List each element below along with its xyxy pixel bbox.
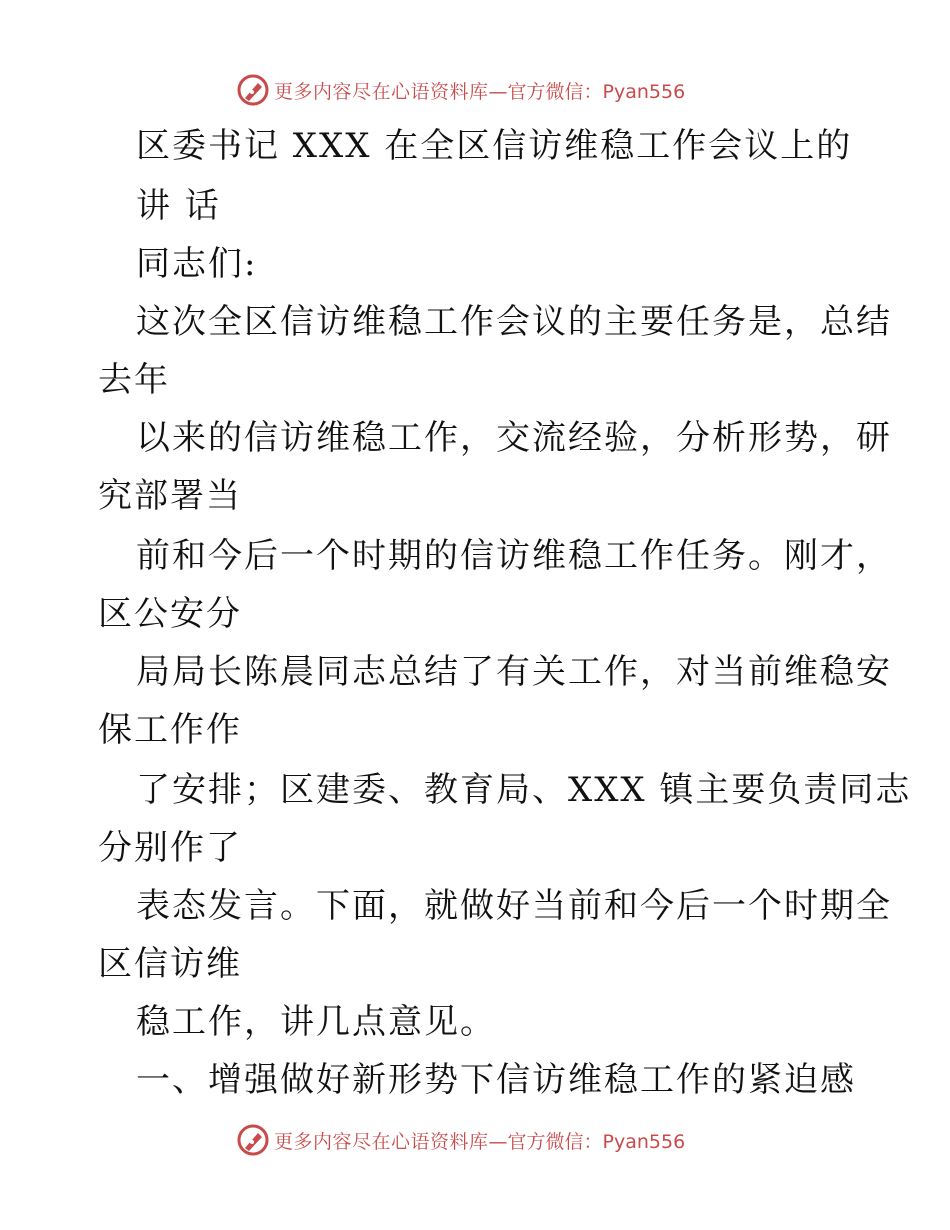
watermark-contact: —官方微信：Pyan556 [488, 1130, 686, 1153]
watermark-contact: —官方微信：Pyan556 [488, 80, 686, 103]
paragraph-line: 保工作作 [98, 710, 242, 750]
watermark-text: 更多内容尽在心语资料库 [274, 80, 489, 103]
paragraph-line: 区公安分 [98, 594, 242, 634]
paragraph-line: 这次全区信访维稳工作会议的主要任务是，总结 [136, 302, 892, 342]
paragraph-line: 去年 [98, 360, 170, 400]
pen-nib-logo-icon [236, 1123, 270, 1157]
salutation: 同志们: [136, 244, 258, 284]
paragraph-line: 表态发言。下面，就做好当前和今后一个时期全 [136, 886, 892, 926]
paragraph-line: 前和今后一个时期的信访维稳工作任务。刚才， [136, 536, 892, 576]
paragraph-line: 区信访维 [98, 944, 242, 984]
paragraph-line: 究部署当 [98, 476, 242, 516]
watermark-text: 更多内容尽在心语资料库 [274, 1130, 489, 1153]
speech-title-line-2: 讲 话 [136, 186, 221, 226]
paragraph-line: 稳工作，讲几点意见。 [136, 1002, 496, 1042]
paragraph-line: 以来的信访维稳工作，交流经验，分析形势，研 [136, 418, 892, 458]
speech-title-line-1: 区委书记 XXX 在全区信访维稳工作会议上的 [136, 126, 853, 166]
paragraph-line: 局局长陈晨同志总结了有关工作，对当前维稳安 [136, 652, 892, 692]
paragraph-line: 了安排；区建委、教育局、XXX 镇主要负责同志 [136, 770, 912, 810]
paragraph-line: 分别作了 [98, 828, 242, 868]
section-heading: 一、增强做好新形势下信访维稳工作的紧迫感 [136, 1060, 856, 1100]
footer-watermark [236, 1122, 685, 1158]
